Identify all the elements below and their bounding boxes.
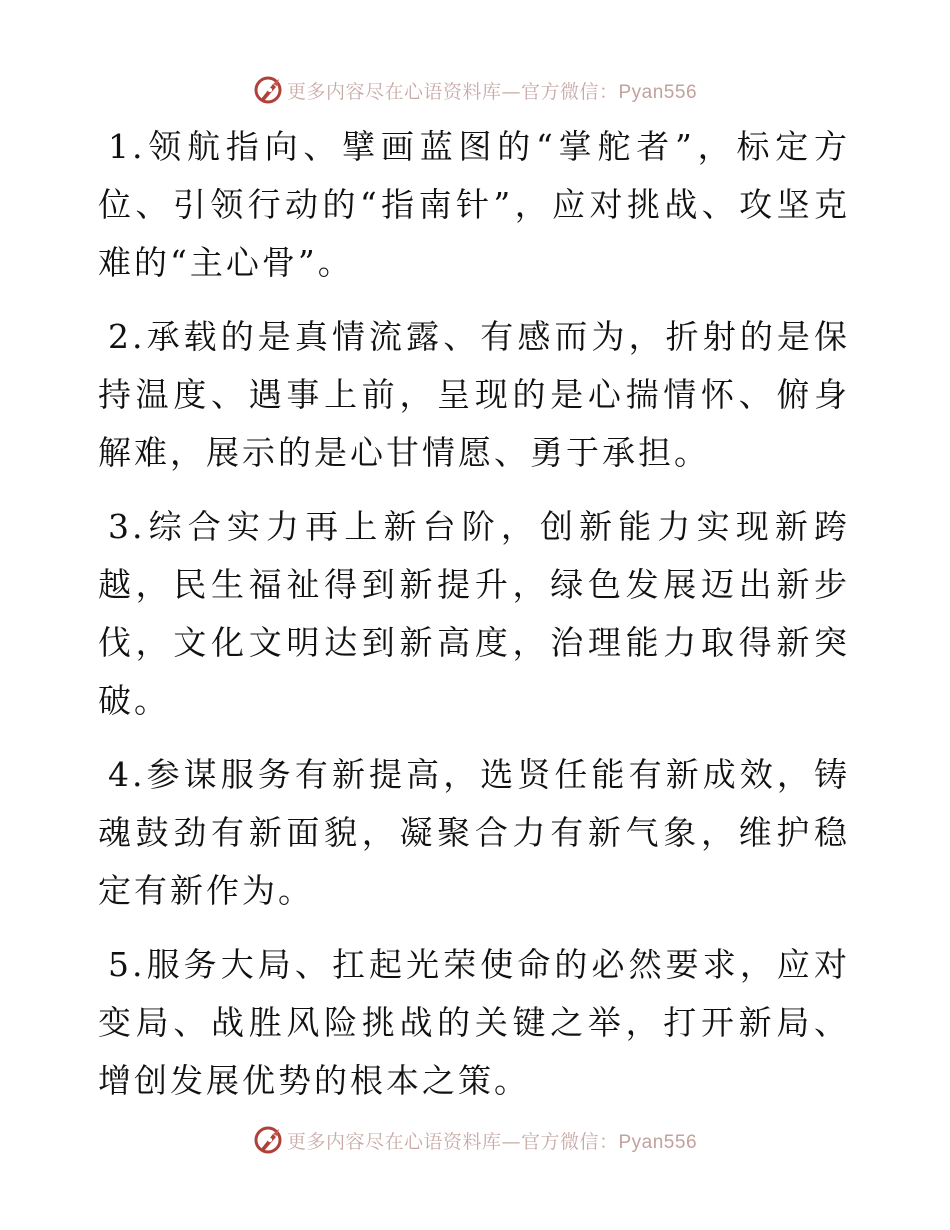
paragraph-3: 3.综合实力再上新台阶，创新能力实现新跨越，民生福祉得到新提升，绿色发展迈出新步伐，文化文明达到新高度，治理能力取得新突破。 — [98, 507, 850, 720]
rocket-badge-icon — [253, 75, 283, 105]
header-banner — [0, 70, 950, 110]
header-banner-wechat-id: Pyan556 — [618, 81, 698, 103]
header-banner-label: 更多内容尽在心语资料库—官方微信： — [286, 80, 619, 103]
paragraph-1: 1.领航指向、擘画蓝图的“掌舵者”，标定方位、引领行动的“指南针”，应对挑战、攻坚克难的“主心骨”。 — [98, 127, 850, 282]
paragraph-5: 5.服务大局、扛起光荣使命的必然要求，应对变局、战胜风险挑战的关键之举，打开新局、增创发展优势的根本之策。 — [98, 945, 850, 1100]
header-banner-text — [287, 77, 697, 104]
footer-banner-label: 更多内容尽在心语资料库—官方微信： — [286, 1130, 619, 1153]
footer-banner — [0, 1120, 950, 1160]
paragraph-2: 2.承载的是真情流露、有感而为，折射的是保持温度、遇事上前，呈现的是心揣情怀、俯身解难，展示的是心甘情愿、勇于承担。 — [98, 317, 850, 472]
footer-banner-wechat-id: Pyan556 — [618, 1131, 698, 1153]
document-body — [98, 118, 850, 1126]
paragraph-4: 4.参谋服务有新提高，选贤任能有新成效，铸魂鼓劲有新面貌，凝聚合力有新气象，维护稳定有新作为。 — [98, 755, 850, 910]
rocket-badge-icon — [253, 1125, 283, 1155]
footer-banner-text — [287, 1127, 697, 1154]
